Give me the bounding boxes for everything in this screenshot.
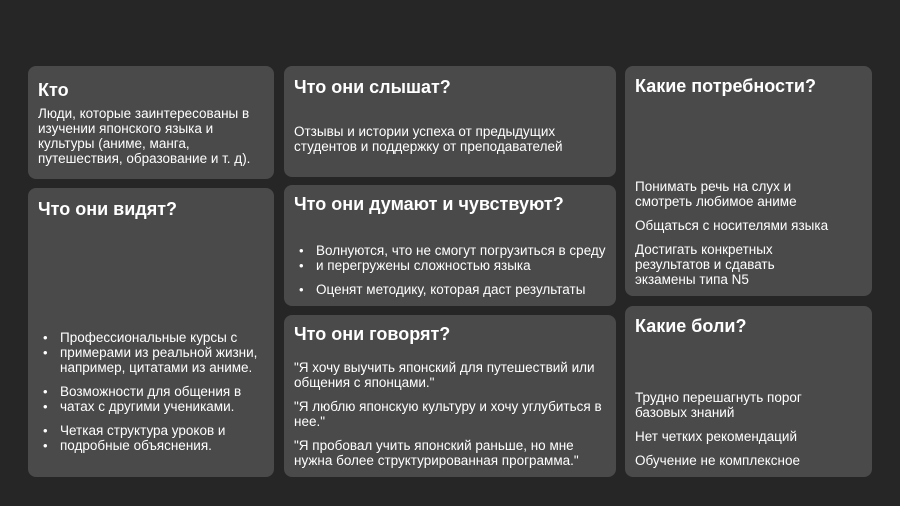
quote-text: "Я люблю японскую культуру и хочу углубиться в нее." (294, 399, 602, 429)
card-needs-title: Какие потребности? (635, 76, 816, 96)
card-who-text: Люди, которые заинтересованы в изучении японского языка и культуры (аниме, манга, путешествия, образование и т. д). (38, 106, 251, 166)
card-think (284, 185, 616, 306)
bullet-icon: • (43, 345, 48, 360)
card-say-title: Что они говорят? (294, 324, 451, 344)
card-needs-list (635, 179, 835, 287)
card-see-list (38, 330, 264, 453)
card-think-title: Что они думают и чувствуют? (294, 194, 564, 214)
see-item-text: Профессиональные курсы с примерами из реальной жизни, например, цитатами из аниме. (60, 330, 258, 375)
quote-text: "Я пробовал учить японский раньше, но мне нужна более структурированная программа." (294, 438, 579, 468)
see-item-text: Четкая структура уроков и подробные объяснения. (60, 423, 226, 453)
list-item (294, 243, 606, 273)
bullet-icon: • (43, 423, 48, 438)
quote-text: "Я хочу выучить японский для путешествий или общения с японцами." (294, 360, 595, 390)
card-who (28, 66, 274, 179)
list-item (38, 423, 264, 453)
card-see-title: Что они видят? (38, 199, 178, 219)
card-say (284, 315, 616, 477)
list-item (38, 384, 264, 414)
bullet-icon: • (43, 384, 48, 399)
card-hear-title: Что они слышат? (294, 77, 451, 97)
need-item-text: Общаться с носителями языка (635, 218, 829, 233)
card-see (28, 188, 274, 477)
pain-item-text: Трудно перешагнуть порог базовых знаний (635, 390, 802, 420)
card-pains-list (635, 390, 825, 468)
bullet-icon: • (299, 258, 304, 273)
card-needs (625, 66, 872, 296)
bullet-icon: • (43, 330, 48, 345)
need-item-text: Понимать речь на слух и смотреть любимое аниме (635, 179, 797, 209)
card-say-quotes (294, 360, 612, 468)
pain-item-text: Обучение не комплексное (635, 453, 801, 468)
bullet-icon: • (299, 243, 304, 258)
card-pains (625, 306, 872, 477)
see-item-text: Возможности для общения в чатах с другими учениками. (60, 384, 242, 414)
card-who-title: Кто (38, 80, 69, 100)
card-hear (284, 66, 616, 177)
need-item-text: Достигать конкретных результатов и сдавать экзамены типа N5 (635, 242, 775, 287)
bullet-icon: • (43, 399, 48, 414)
pain-item-text: Нет четких рекомендаций (635, 429, 797, 444)
card-hear-text: Отзывы и истории успеха от предыдущих студентов и поддержку от преподавателей (294, 124, 563, 154)
bullet-icon: • (299, 282, 304, 297)
bullet-icon: • (43, 438, 48, 453)
think-item-text: Волнуются, что не смогут погрузиться в среду и перегружены сложностью языка (316, 243, 606, 273)
card-pains-title: Какие боли? (635, 316, 747, 336)
think-item-text: Оценят методику, которая даст результаты (316, 282, 586, 297)
list-item (294, 282, 606, 297)
list-item (38, 330, 264, 375)
card-think-list (294, 243, 606, 297)
